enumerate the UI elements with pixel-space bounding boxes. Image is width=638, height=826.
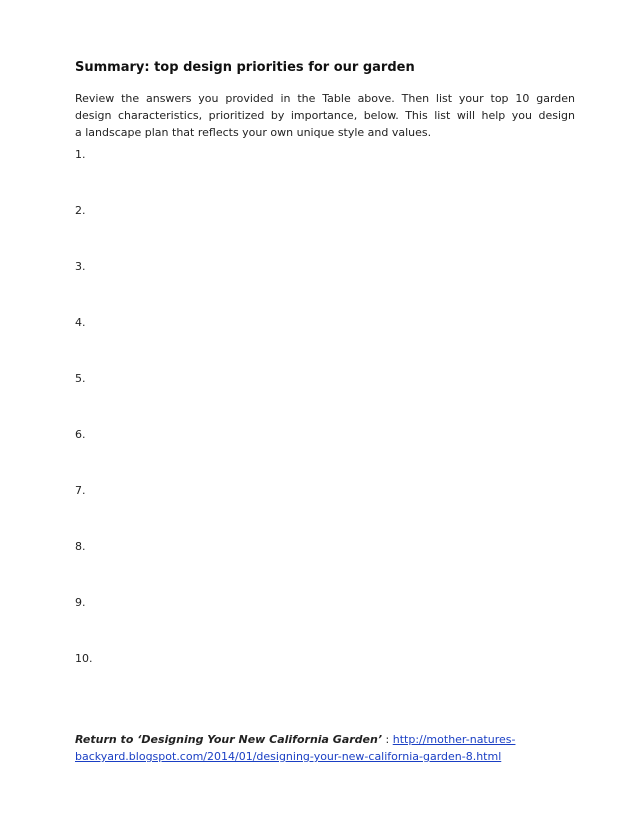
footer-return-note	[75, 731, 575, 765]
article-link-part2[interactable]: backyard.blogspot.com/2014/01/designing-your-new-california-garden-8.html	[75, 750, 502, 763]
summary-heading: Summary: top design priorities for our garden	[75, 60, 415, 75]
list-item-4: 4.	[75, 316, 86, 329]
list-item-6: 6.	[75, 428, 86, 441]
intro-line: Review the answers you provided in the Table above. Then list your top 10 garden	[75, 92, 575, 105]
intro-paragraph	[75, 90, 575, 141]
list-item-9: 9.	[75, 596, 86, 609]
list-item-7: 7.	[75, 484, 86, 497]
list-item-5: 5.	[75, 372, 86, 385]
article-link-part1[interactable]: http://mother-natures-	[392, 733, 516, 746]
list-item-1: 1.	[75, 148, 86, 161]
separator-text: :	[382, 733, 393, 746]
list-item-3: 3.	[75, 260, 86, 273]
list-item-10: 10.	[75, 652, 93, 665]
intro-line: design characteristics, prioritized by importance, below. This list will help you design	[75, 109, 575, 122]
intro-line: a landscape plan that reflects your own unique style and values.	[75, 126, 432, 139]
return-text: Return to ‘Designing Your New California Garden’	[75, 733, 383, 746]
list-item-2: 2.	[75, 204, 86, 217]
list-item-8: 8.	[75, 540, 86, 553]
